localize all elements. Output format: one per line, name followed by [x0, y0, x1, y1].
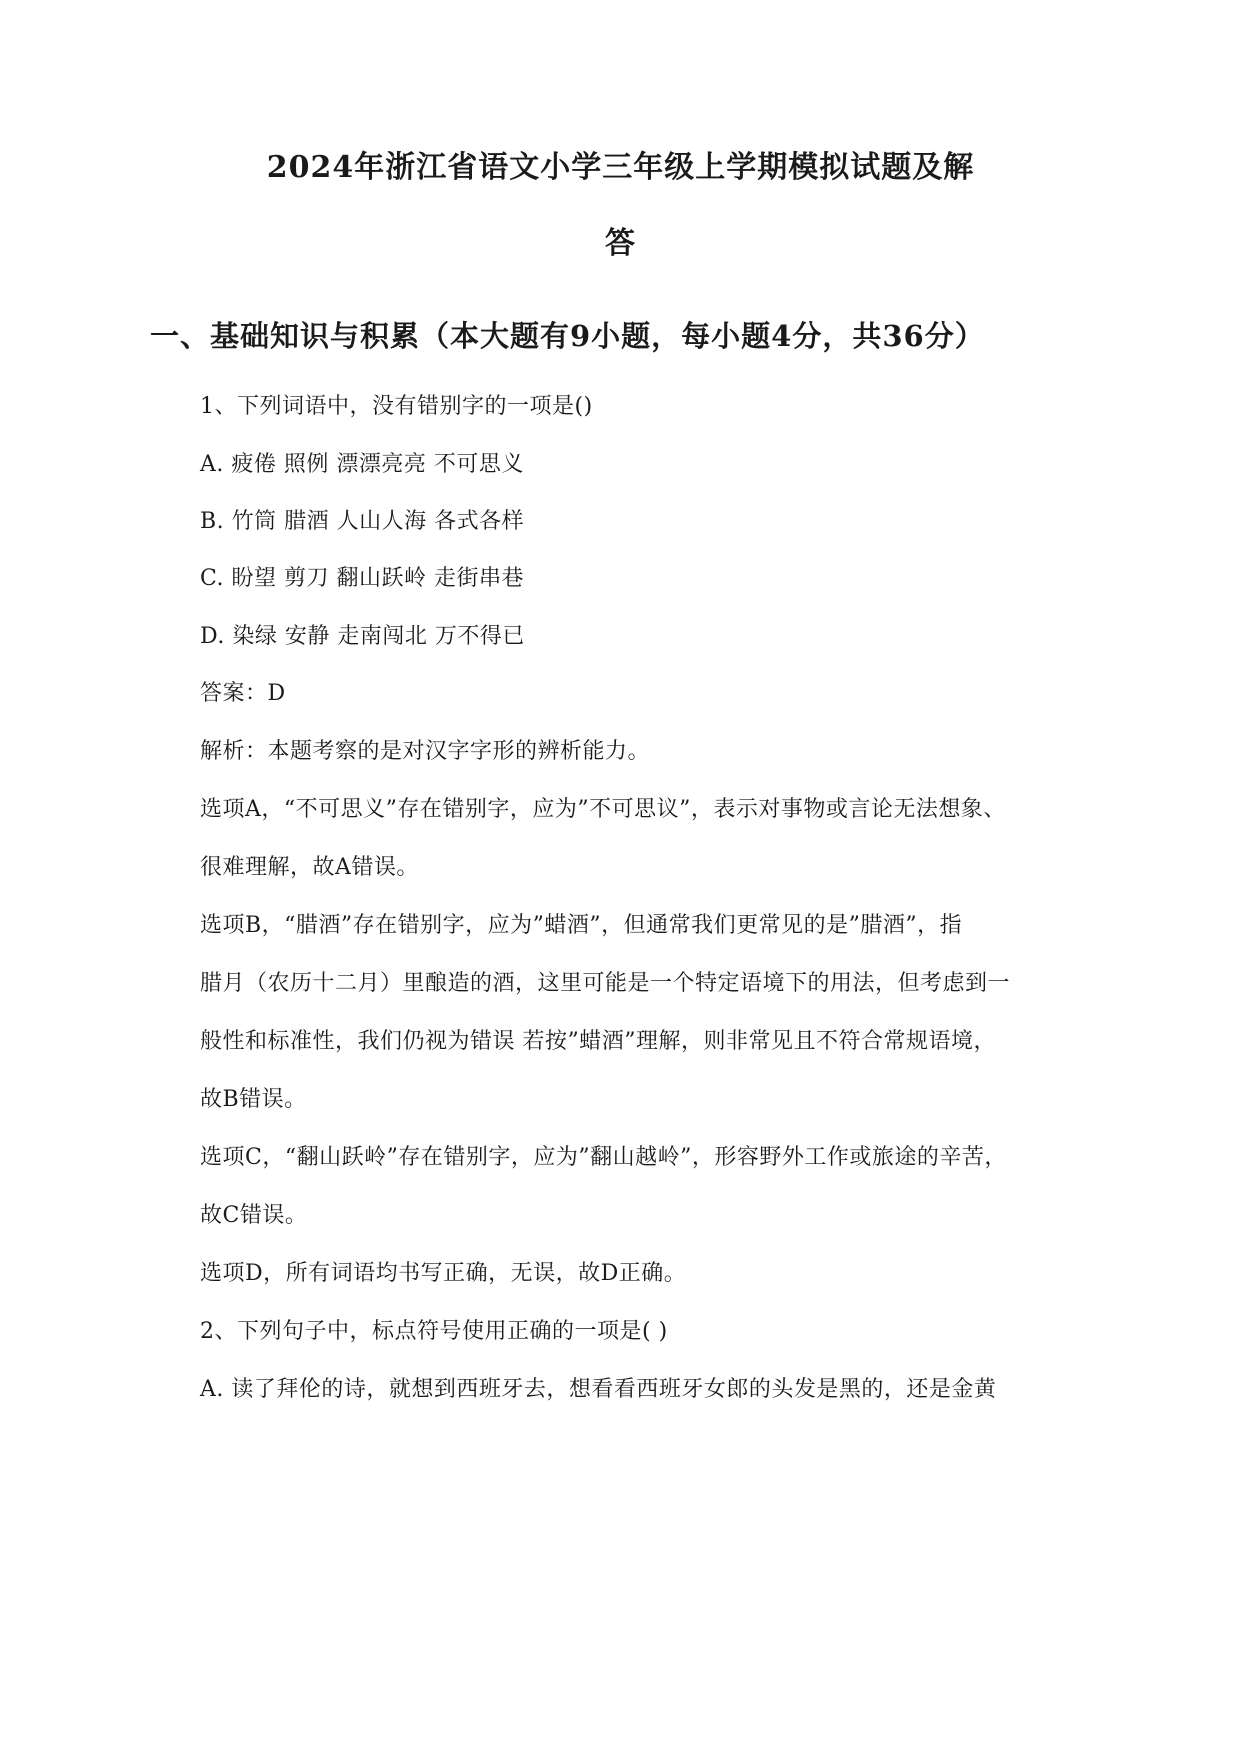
analysis-option-a-line-1: 选项A，“不可思义”存在错别字，应为”不可思议”，表示对事物或言论无法想象、: [200, 797, 1006, 822]
document-title-line-2: 答: [605, 226, 636, 261]
analysis-option-b-line-4: 故B错误。: [200, 1087, 307, 1112]
analysis-option-c-line-2: 故C错误。: [200, 1203, 308, 1228]
question-1-analysis-intro: 解析：本题考察的是对汉字字形的辨析能力。: [200, 739, 651, 764]
analysis-option-a-line-2: 很难理解，故A错误。: [200, 855, 419, 880]
question-1-answer: 答案：D: [200, 681, 286, 706]
document-title-line-1: 2024年浙江省语文小学三年级上学期模拟试题及解: [266, 150, 975, 185]
question-1-option-c: C. 盼望 剪刀 翻山跃岭 走街串巷: [200, 566, 525, 591]
analysis-option-b-line-2: 腊月（农历十二月）里酿造的酒，这里可能是一个特定语境下的用法，但考虑到一: [200, 971, 1011, 996]
question-1: 1、下列词语中，没有错别字的一项是(): [200, 394, 593, 419]
analysis-option-b-line-1: 选项B，“腊酒”存在错别字，应为”蜡酒”，但通常我们更常见的是”腊酒”，指: [200, 913, 963, 938]
question-2: 2、下列句子中，标点符号使用正确的一项是( ): [200, 1319, 668, 1344]
analysis-option-c-line-1: 选项C，“翻山跃岭”存在错别字，应为”翻山越岭”，形容野外工作或旅途的辛苦，: [200, 1145, 1007, 1170]
question-2-option-a-line-1: A. 读了拜伦的诗，就想到西班牙去，想看看西班牙女郎的头发是黑的，还是金黄: [200, 1377, 997, 1402]
section-heading: 一、基础知识与积累（本大题有9小题，每小题4分，共36分）: [150, 319, 985, 353]
analysis-option-b-line-3: 般性和标准性，我们仍视为错误 若按”蜡酒”理解，则非常见且不符合常规语境，: [200, 1029, 996, 1054]
question-1-option-d: D. 染绿 安静 走南闯北 万不得已: [200, 624, 525, 649]
question-1-option-b: B. 竹筒 腊酒 人山人海 各式各样: [200, 509, 525, 534]
question-1-option-a: A. 疲倦 照例 漂漂亮亮 不可思义: [200, 452, 524, 477]
analysis-option-d: 选项D，所有词语均书写正确，无误，故D正确。: [200, 1261, 687, 1286]
